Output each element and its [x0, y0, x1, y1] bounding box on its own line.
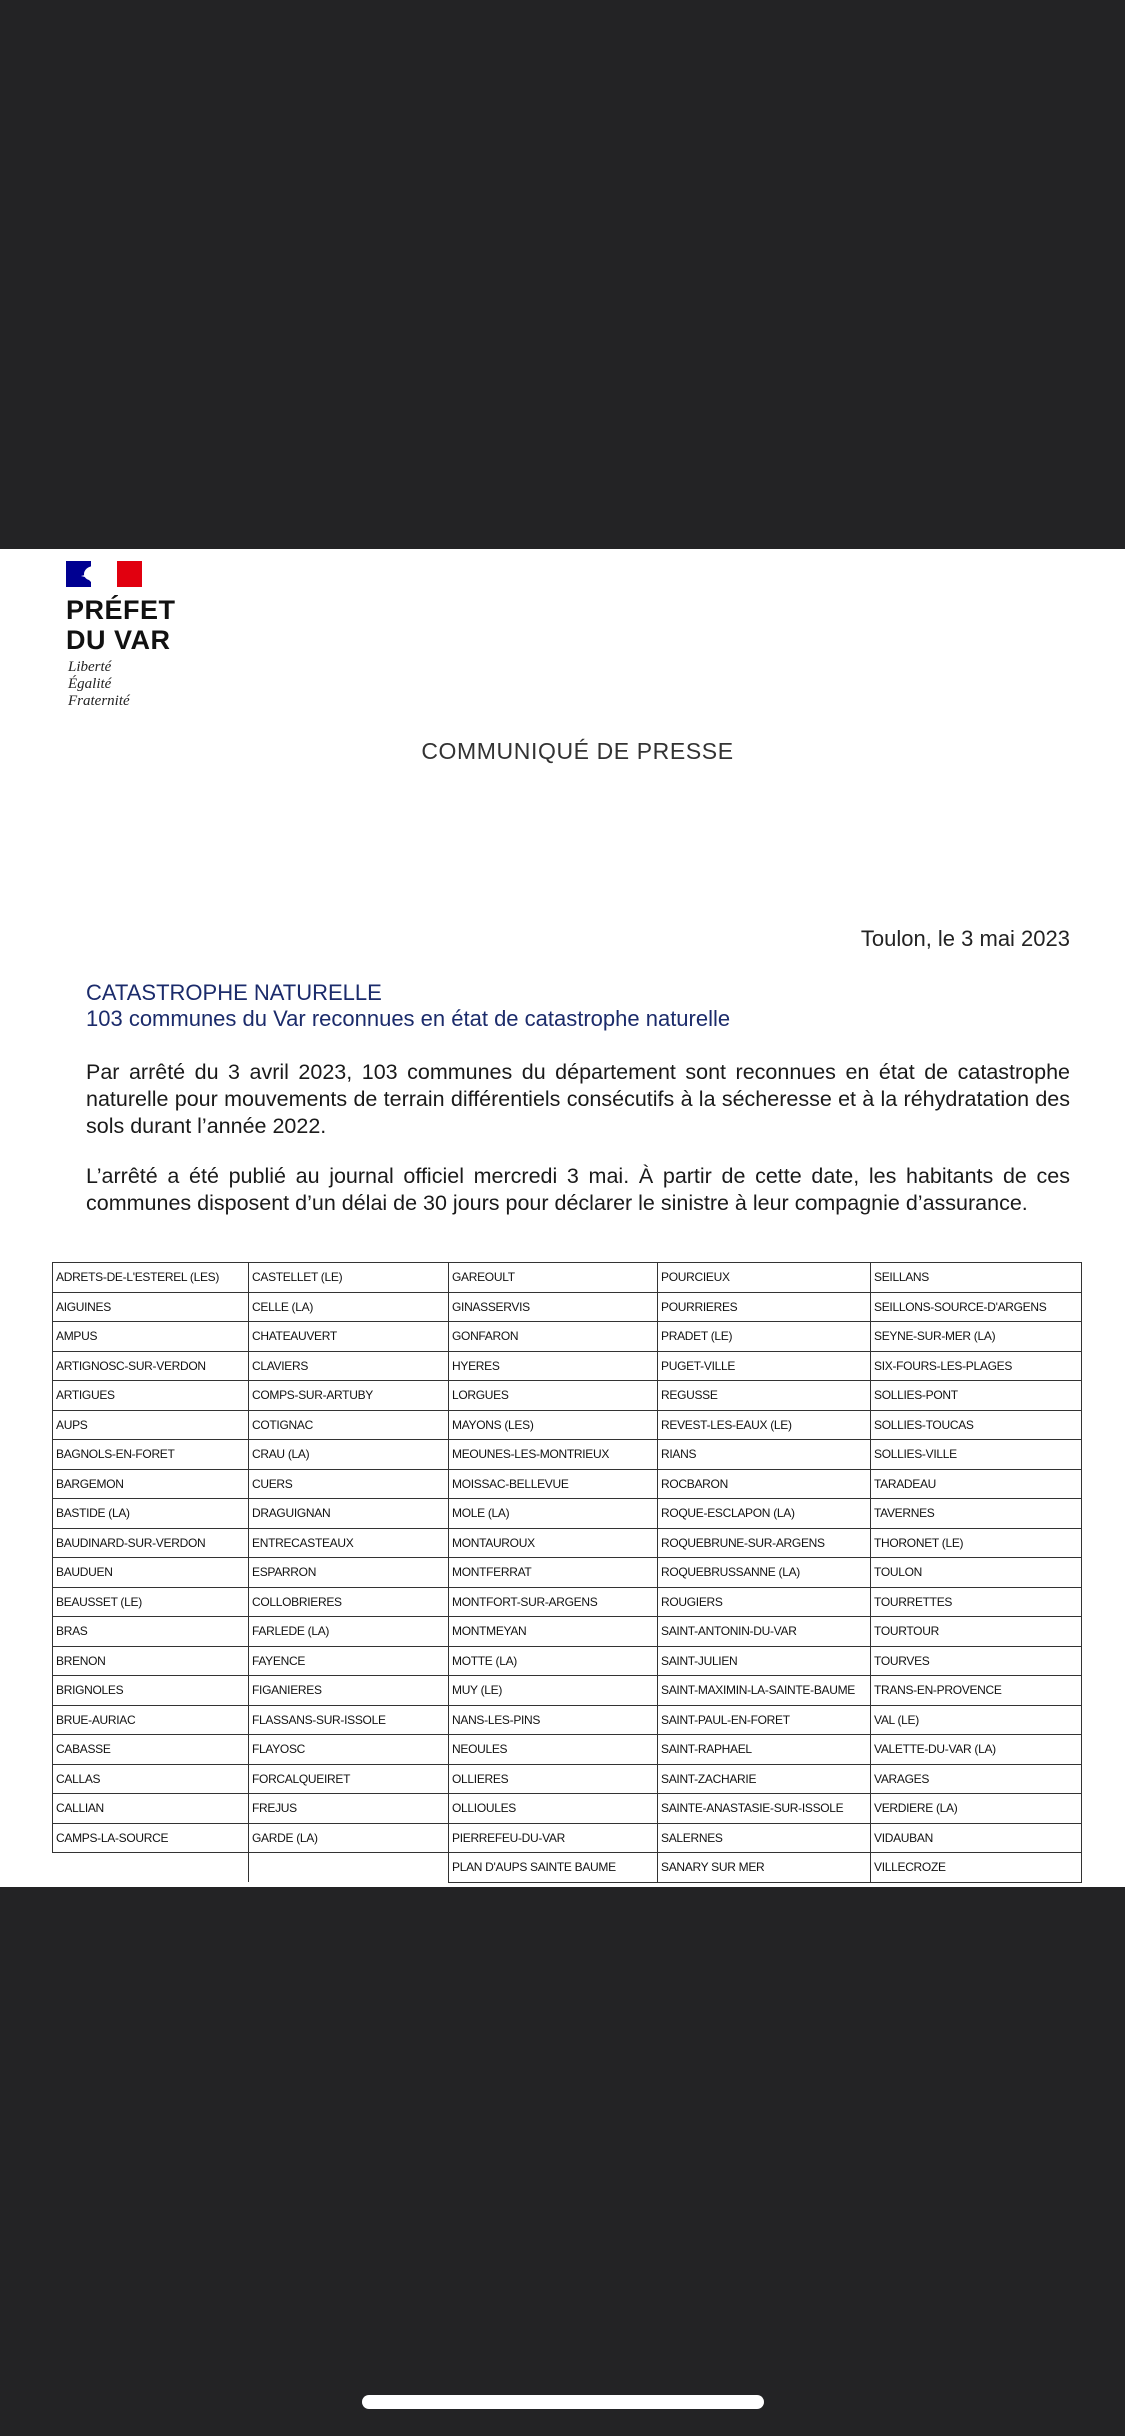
commune-cell: BAUDINARD-SUR-VERDON: [53, 1528, 249, 1558]
commune-cell: ROQUE-ESCLAPON (LA): [658, 1499, 871, 1529]
commune-cell: VALETTE-DU-VAR (LA): [871, 1735, 1082, 1765]
commune-cell: FARLEDE (LA): [249, 1617, 449, 1647]
commune-cell: THORONET (LE): [871, 1528, 1082, 1558]
commune-cell: FIGANIERES: [249, 1676, 449, 1706]
table-row: [53, 1853, 1082, 1883]
commune-cell: GAREOULT: [449, 1263, 658, 1293]
press-release-document: [0, 549, 1125, 1887]
motto-egalite: Égalité: [68, 676, 112, 692]
commune-cell: MOTTE (LA): [449, 1646, 658, 1676]
table-row: [53, 1823, 1082, 1853]
table-row: [53, 1646, 1082, 1676]
commune-cell: CLAVIERS: [249, 1351, 449, 1381]
paragraph-decree: Par arrêté du 3 avril 2023, 103 communes du département sont reconnues en état de catastrophe naturelle pour mouvements de terrain différentiels consécutifs à la sécheresse et à la réhydratation des sols durant l’année 2022.: [86, 1060, 1070, 1138]
commune-cell: MOLE (LA): [449, 1499, 658, 1529]
commune-cell: SAINT-MAXIMIN-LA-SAINTE-BAUME: [658, 1676, 871, 1706]
commune-cell: MUY (LE): [449, 1676, 658, 1706]
commune-cell: SAINT-JULIEN: [658, 1646, 871, 1676]
release-title: CATASTROPHE NATURELLE: [86, 980, 382, 1005]
commune-cell: TARADEAU: [871, 1469, 1082, 1499]
table-row: [53, 1263, 1082, 1293]
commune-cell: SEILLANS: [871, 1263, 1082, 1293]
commune-cell: TRANS-EN-PROVENCE: [871, 1676, 1082, 1706]
commune-cell: VAL (LE): [871, 1705, 1082, 1735]
commune-cell: VERDIERE (LA): [871, 1794, 1082, 1824]
commune-cell: BRIGNOLES: [53, 1676, 249, 1706]
commune-cell: ARTIGNOSC-SUR-VERDON: [53, 1351, 249, 1381]
commune-cell: SOLLIES-VILLE: [871, 1440, 1082, 1470]
commune-cell: NEOULES: [449, 1735, 658, 1765]
commune-cell: SAINT-PAUL-EN-FORET: [658, 1705, 871, 1735]
prefecture-name: [66, 595, 176, 655]
empty-cell: [53, 1853, 249, 1883]
commune-cell: COMPS-SUR-ARTUBY: [249, 1381, 449, 1411]
commune-cell: ENTRECASTEAUX: [249, 1528, 449, 1558]
commune-cell: GINASSERVIS: [449, 1292, 658, 1322]
commune-cell: CRAU (LA): [249, 1440, 449, 1470]
commune-cell: MOISSAC-BELLEVUE: [449, 1469, 658, 1499]
table-row: [53, 1735, 1082, 1765]
commune-cell: HYERES: [449, 1351, 658, 1381]
commune-cell: TOURRETTES: [871, 1587, 1082, 1617]
commune-cell: BASTIDE (LA): [53, 1499, 249, 1529]
commune-cell: TOURTOUR: [871, 1617, 1082, 1647]
commune-cell: CABASSE: [53, 1735, 249, 1765]
commune-cell: COLLOBRIERES: [249, 1587, 449, 1617]
commune-cell: MEOUNES-LES-MONTRIEUX: [449, 1440, 658, 1470]
commune-cell: ROQUEBRUNE-SUR-ARGENS: [658, 1528, 871, 1558]
commune-cell: PRADET (LE): [658, 1322, 871, 1352]
commune-cell: BEAUSSET (LE): [53, 1587, 249, 1617]
release-heading: [86, 980, 730, 1032]
commune-cell: BAUDUEN: [53, 1558, 249, 1588]
commune-cell: ADRETS-DE-L'ESTEREL (LES): [53, 1263, 249, 1293]
empty-cell: [249, 1853, 449, 1883]
commune-cell: SAINTE-ANASTASIE-SUR-ISSOLE: [658, 1794, 871, 1824]
table-row: [53, 1440, 1082, 1470]
commune-cell: VARAGES: [871, 1764, 1082, 1794]
commune-cell: CALLIAN: [53, 1794, 249, 1824]
commune-cell: ROCBARON: [658, 1469, 871, 1499]
commune-cell: GARDE (LA): [249, 1823, 449, 1853]
commune-cell: SANARY SUR MER: [658, 1853, 871, 1883]
commune-cell: AMPUS: [53, 1322, 249, 1352]
commune-cell: FREJUS: [249, 1794, 449, 1824]
marianne-profile-icon: [80, 565, 104, 583]
table-row: [53, 1617, 1082, 1647]
release-subtitle: 103 communes du Var reconnues en état de catastrophe naturelle: [86, 1006, 731, 1031]
commune-cell: ROQUEBRUSSANNE (LA): [658, 1558, 871, 1588]
table-row: [53, 1794, 1082, 1824]
table-row: [53, 1410, 1082, 1440]
commune-cell: FAYENCE: [249, 1646, 449, 1676]
commune-cell: OLLIERES: [449, 1764, 658, 1794]
commune-cell: SAINT-RAPHAEL: [658, 1735, 871, 1765]
table-row: [53, 1351, 1082, 1381]
table-row: [53, 1528, 1082, 1558]
table-row: [53, 1558, 1082, 1588]
dateline: Toulon, le 3 mai 2023: [860, 926, 1070, 951]
motto-fraternite: Fraternité: [68, 693, 130, 709]
commune-cell: CALLAS: [53, 1764, 249, 1794]
commune-cell: BRUE-AURIAC: [53, 1705, 249, 1735]
commune-cell: MONTFERRAT: [449, 1558, 658, 1588]
commune-cell: BRAS: [53, 1617, 249, 1647]
commune-cell: SAINT-ZACHARIE: [658, 1764, 871, 1794]
commune-cell: FLAYOSC: [249, 1735, 449, 1765]
commune-cell: REVEST-LES-EAUX (LE): [658, 1410, 871, 1440]
commune-cell: MONTMEYAN: [449, 1617, 658, 1647]
commune-cell: NANS-LES-PINS: [449, 1705, 658, 1735]
commune-cell: PUGET-VILLE: [658, 1351, 871, 1381]
commune-cell: CAMPS-LA-SOURCE: [53, 1823, 249, 1853]
commune-cell: RIANS: [658, 1440, 871, 1470]
commune-cell: SEYNE-SUR-MER (LA): [871, 1322, 1082, 1352]
motto-liberte: Liberté: [68, 659, 112, 675]
commune-cell: MONTAUROUX: [449, 1528, 658, 1558]
table-row: [53, 1499, 1082, 1529]
commune-cell: OLLIOULES: [449, 1794, 658, 1824]
commune-cell: MONTFORT-SUR-ARGENS: [449, 1587, 658, 1617]
table-row: [53, 1705, 1082, 1735]
commune-cell: LORGUES: [449, 1381, 658, 1411]
commune-cell: FORCALQUEIRET: [249, 1764, 449, 1794]
commune-cell: BAGNOLS-EN-FORET: [53, 1440, 249, 1470]
prefet-line-2: DU VAR: [66, 625, 171, 655]
commune-cell: SIX-FOURS-LES-PLAGES: [871, 1351, 1082, 1381]
commune-cell: SOLLIES-PONT: [871, 1381, 1082, 1411]
table-row: [53, 1587, 1082, 1617]
table-row: [53, 1469, 1082, 1499]
commune-cell: MAYONS (LES): [449, 1410, 658, 1440]
commune-cell: AUPS: [53, 1410, 249, 1440]
commune-cell: SOLLIES-TOUCAS: [871, 1410, 1082, 1440]
table-row: [53, 1322, 1082, 1352]
table-row: [53, 1381, 1082, 1411]
marianne-flag-icon: [66, 561, 142, 587]
commune-cell: BRENON: [53, 1646, 249, 1676]
commune-cell: CUERS: [249, 1469, 449, 1499]
commune-cell: AIGUINES: [53, 1292, 249, 1322]
paragraph-deadline: L’arrêté a été publié au journal officiel mercredi 3 mai. À partir de cette date, les habitants de ces communes disposent d’un délai de 30 jours pour déclarer le sinistre à leur compagnie d’assurance.: [86, 1164, 1070, 1215]
commune-cell: REGUSSE: [658, 1381, 871, 1411]
commune-cell: DRAGUIGNAN: [249, 1499, 449, 1529]
document-type-label: COMMUNIQUÉ DE PRESSE: [421, 738, 734, 764]
commune-cell: BARGEMON: [53, 1469, 249, 1499]
communes-table: [52, 1262, 1082, 1883]
commune-cell: SEILLONS-SOURCE-D'ARGENS: [871, 1292, 1082, 1322]
commune-cell: CASTELLET (LE): [249, 1263, 449, 1293]
commune-cell: COTIGNAC: [249, 1410, 449, 1440]
table-row: [53, 1764, 1082, 1794]
commune-cell: TOULON: [871, 1558, 1082, 1588]
table-row: [53, 1676, 1082, 1706]
commune-cell: SALERNES: [658, 1823, 871, 1853]
commune-cell: SAINT-ANTONIN-DU-VAR: [658, 1617, 871, 1647]
prefet-line-1: PRÉFET: [66, 595, 176, 625]
commune-cell: PIERREFEU-DU-VAR: [449, 1823, 658, 1853]
commune-cell: TAVERNES: [871, 1499, 1082, 1529]
home-indicator[interactable]: [362, 2395, 764, 2409]
commune-cell: ROUGIERS: [658, 1587, 871, 1617]
commune-cell: VILLECROZE: [871, 1853, 1082, 1883]
table-row: [53, 1292, 1082, 1322]
commune-cell: GONFARON: [449, 1322, 658, 1352]
commune-cell: CHATEAUVERT: [249, 1322, 449, 1352]
commune-cell: TOURVES: [871, 1646, 1082, 1676]
commune-cell: ESPARRON: [249, 1558, 449, 1588]
commune-cell: FLASSANS-SUR-ISSOLE: [249, 1705, 449, 1735]
commune-cell: ARTIGUES: [53, 1381, 249, 1411]
commune-cell: CELLE (LA): [249, 1292, 449, 1322]
commune-cell: VIDAUBAN: [871, 1823, 1082, 1853]
commune-cell: POURCIEUX: [658, 1263, 871, 1293]
commune-cell: POURRIERES: [658, 1292, 871, 1322]
republic-motto: [68, 659, 130, 710]
commune-cell: PLAN D'AUPS SAINTE BAUME: [449, 1853, 658, 1883]
